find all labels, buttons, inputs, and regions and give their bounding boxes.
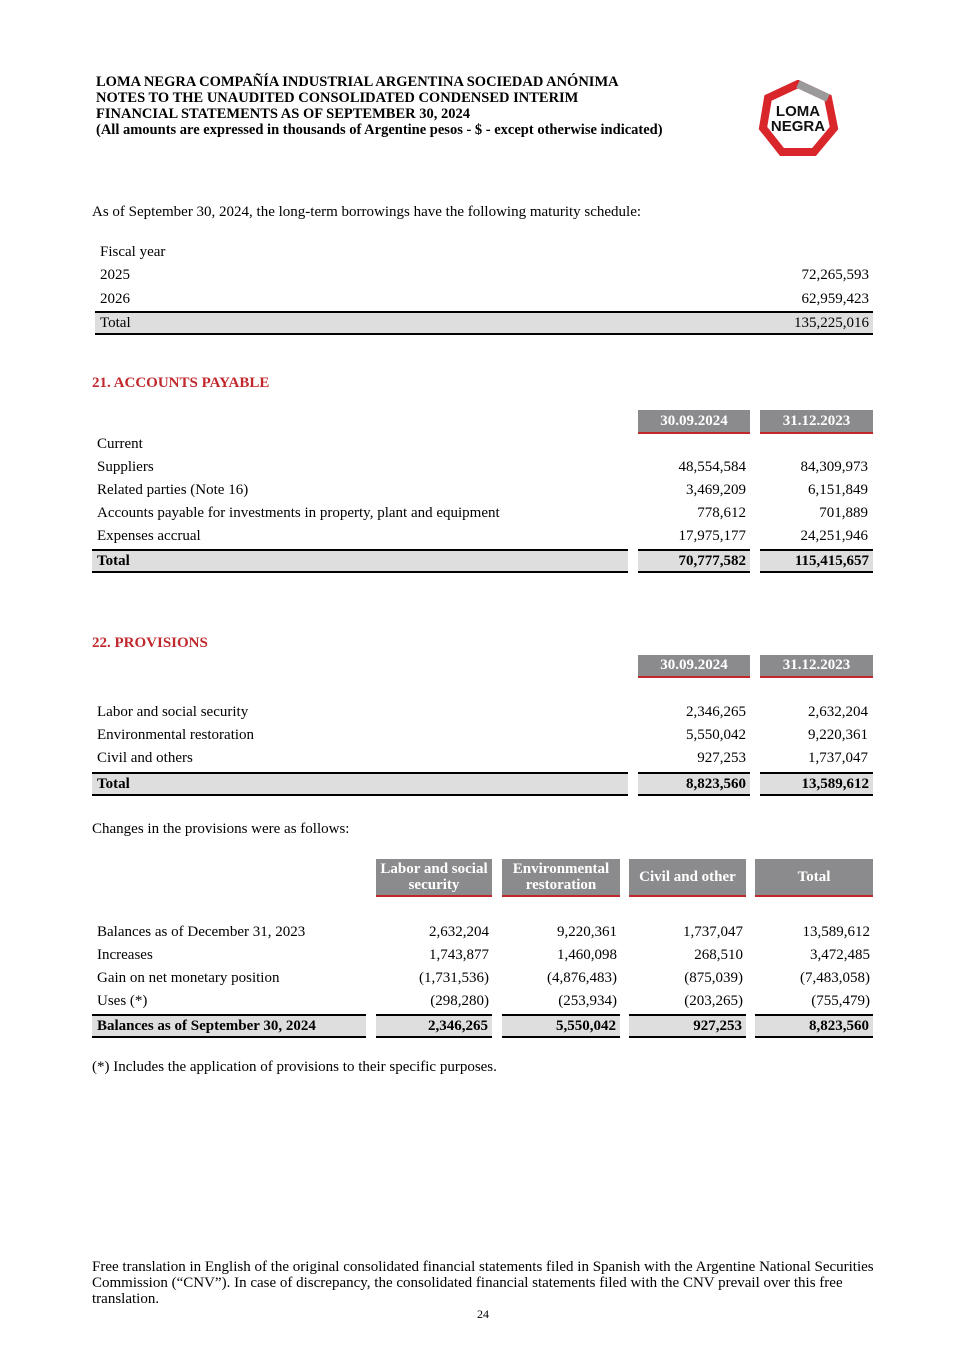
total-value: 115,415,657 bbox=[760, 549, 873, 573]
movement-value: (4,876,483) bbox=[547, 970, 617, 986]
row-label: Expenses accrual bbox=[97, 528, 201, 544]
total-label: Total bbox=[97, 776, 130, 792]
total-label: Total bbox=[97, 553, 130, 569]
svg-text:LOMA: LOMA bbox=[775, 103, 821, 120]
row-label: Civil and others bbox=[97, 750, 193, 766]
total-value: 8,823,560 bbox=[755, 1014, 873, 1038]
loma-negra-logo bbox=[758, 80, 838, 158]
movement-value: 2,632,204 bbox=[429, 924, 489, 940]
row-label: Labor and social security bbox=[97, 704, 249, 720]
value-30-09-2024: 778,612 bbox=[697, 505, 746, 521]
document-header bbox=[96, 74, 716, 138]
value-30-09-2024: 927,253 bbox=[697, 750, 746, 766]
movement-value: (755,479) bbox=[811, 993, 870, 1009]
value-31-12-2023: 2,632,204 bbox=[808, 704, 868, 720]
section-title-provisions: 22. PROVISIONS bbox=[92, 635, 208, 651]
movement-value: (875,039) bbox=[684, 970, 743, 986]
total-value: 927,253 bbox=[629, 1014, 746, 1038]
movement-value: (298,280) bbox=[430, 993, 489, 1009]
value-30-09-2024: 2,346,265 bbox=[686, 704, 746, 720]
row-label: Related parties (Note 16) bbox=[97, 482, 249, 498]
value-31-12-2023: 24,251,946 bbox=[800, 528, 868, 544]
footer-disclaimer: Free translation in English of the original consolidated financial statements filed in Spanish with the Argentine National Securities Commission (“CNV”). In case of discrepancy, the consolidated financial statements filed with the CNV prevail over this free translation. bbox=[92, 1259, 874, 1307]
maturity-value: 62,959,423 bbox=[801, 291, 869, 307]
total-row: Balances as of September 30, 2024 bbox=[92, 1014, 366, 1038]
row-label: Gain on net monetary position bbox=[97, 970, 280, 986]
value-31-12-2023: 6,151,849 bbox=[808, 482, 868, 498]
movement-value: 1,737,047 bbox=[683, 924, 743, 940]
row-label: Balances as of December 31, 2023 bbox=[97, 924, 306, 940]
maturity-total-row bbox=[95, 311, 873, 335]
total-value: 5,550,042 bbox=[502, 1014, 620, 1038]
svg-text:NEGRA: NEGRA bbox=[770, 118, 826, 135]
column-header: Civil and other bbox=[629, 859, 746, 897]
maturity-intro: As of September 30, 2024, the long-term borrowings have the following maturity schedule: bbox=[92, 204, 642, 220]
total-value: 135,225,016 bbox=[794, 315, 869, 331]
maturity-heading: Fiscal year bbox=[100, 244, 166, 260]
column-header: 31.12.2023 bbox=[760, 655, 873, 678]
column-header: Environmental restoration bbox=[502, 859, 620, 897]
movement-value: (7,483,058) bbox=[800, 970, 870, 986]
column-header: 30.09.2024 bbox=[638, 655, 750, 678]
column-header: Labor and social security bbox=[376, 859, 492, 897]
page-number: 24 bbox=[477, 1307, 489, 1321]
maturity-value: 72,265,593 bbox=[801, 267, 869, 283]
movement-value: (1,731,536) bbox=[419, 970, 489, 986]
value-31-12-2023: 84,309,973 bbox=[800, 459, 868, 475]
movement-value: (203,265) bbox=[684, 993, 743, 1009]
column-header: 30.09.2024 bbox=[638, 410, 750, 434]
movement-value: 268,510 bbox=[694, 947, 743, 963]
movement-value: 1,743,877 bbox=[429, 947, 489, 963]
value-30-09-2024: 17,975,177 bbox=[678, 528, 746, 544]
total-value: 8,823,560 bbox=[638, 772, 750, 796]
movement-value: 3,472,485 bbox=[810, 947, 870, 963]
header-line: (All amounts are expressed in thousands of Argentine pesos - $ - except otherwise indicated) bbox=[96, 122, 663, 138]
value-31-12-2023: 9,220,361 bbox=[808, 727, 868, 743]
footnote: (*) Includes the application of provisions to their specific purposes. bbox=[92, 1059, 497, 1075]
total-value: 13,589,612 bbox=[760, 772, 873, 796]
changes-intro: Changes in the provisions were as follows: bbox=[92, 821, 350, 837]
row-label: Uses (*) bbox=[97, 993, 148, 1009]
maturity-year: 2025 bbox=[100, 267, 130, 283]
movement-value: 13,589,612 bbox=[802, 924, 870, 940]
total-label: Total bbox=[100, 315, 131, 331]
movement-value: 1,460,098 bbox=[557, 947, 617, 963]
header-line: NOTES TO THE UNAUDITED CONSOLIDATED CONDENSED INTERIM bbox=[96, 90, 579, 106]
movement-value: 9,220,361 bbox=[557, 924, 617, 940]
column-header: 31.12.2023 bbox=[760, 410, 873, 434]
value-30-09-2024: 48,554,584 bbox=[678, 459, 746, 475]
total-row bbox=[92, 772, 628, 796]
value-31-12-2023: 1,737,047 bbox=[808, 750, 868, 766]
row-label: Accounts payable for investments in property, plant and equipment bbox=[97, 505, 500, 521]
row-label: Environmental restoration bbox=[97, 727, 255, 743]
value-30-09-2024: 3,469,209 bbox=[686, 482, 746, 498]
row-label: Suppliers bbox=[97, 459, 154, 475]
section-title-accounts-payable: 21. ACCOUNTS PAYABLE bbox=[92, 375, 270, 391]
value-30-09-2024: 5,550,042 bbox=[686, 727, 746, 743]
movement-value: (253,934) bbox=[558, 993, 617, 1009]
row-label: Increases bbox=[97, 947, 153, 963]
header-line: LOMA NEGRA COMPAÑÍA INDUSTRIAL ARGENTINA SOCIEDAD ANÓNIMA bbox=[96, 74, 619, 90]
total-value: 70,777,582 bbox=[638, 549, 750, 573]
total-value: 2,346,265 bbox=[376, 1014, 492, 1038]
column-header: Total bbox=[755, 859, 873, 897]
total-row bbox=[92, 549, 628, 573]
maturity-year: 2026 bbox=[100, 291, 130, 307]
row-label: Current bbox=[97, 436, 143, 452]
value-31-12-2023: 701,889 bbox=[819, 505, 868, 521]
header-line: FINANCIAL STATEMENTS AS OF SEPTEMBER 30, 2024 bbox=[96, 106, 470, 122]
